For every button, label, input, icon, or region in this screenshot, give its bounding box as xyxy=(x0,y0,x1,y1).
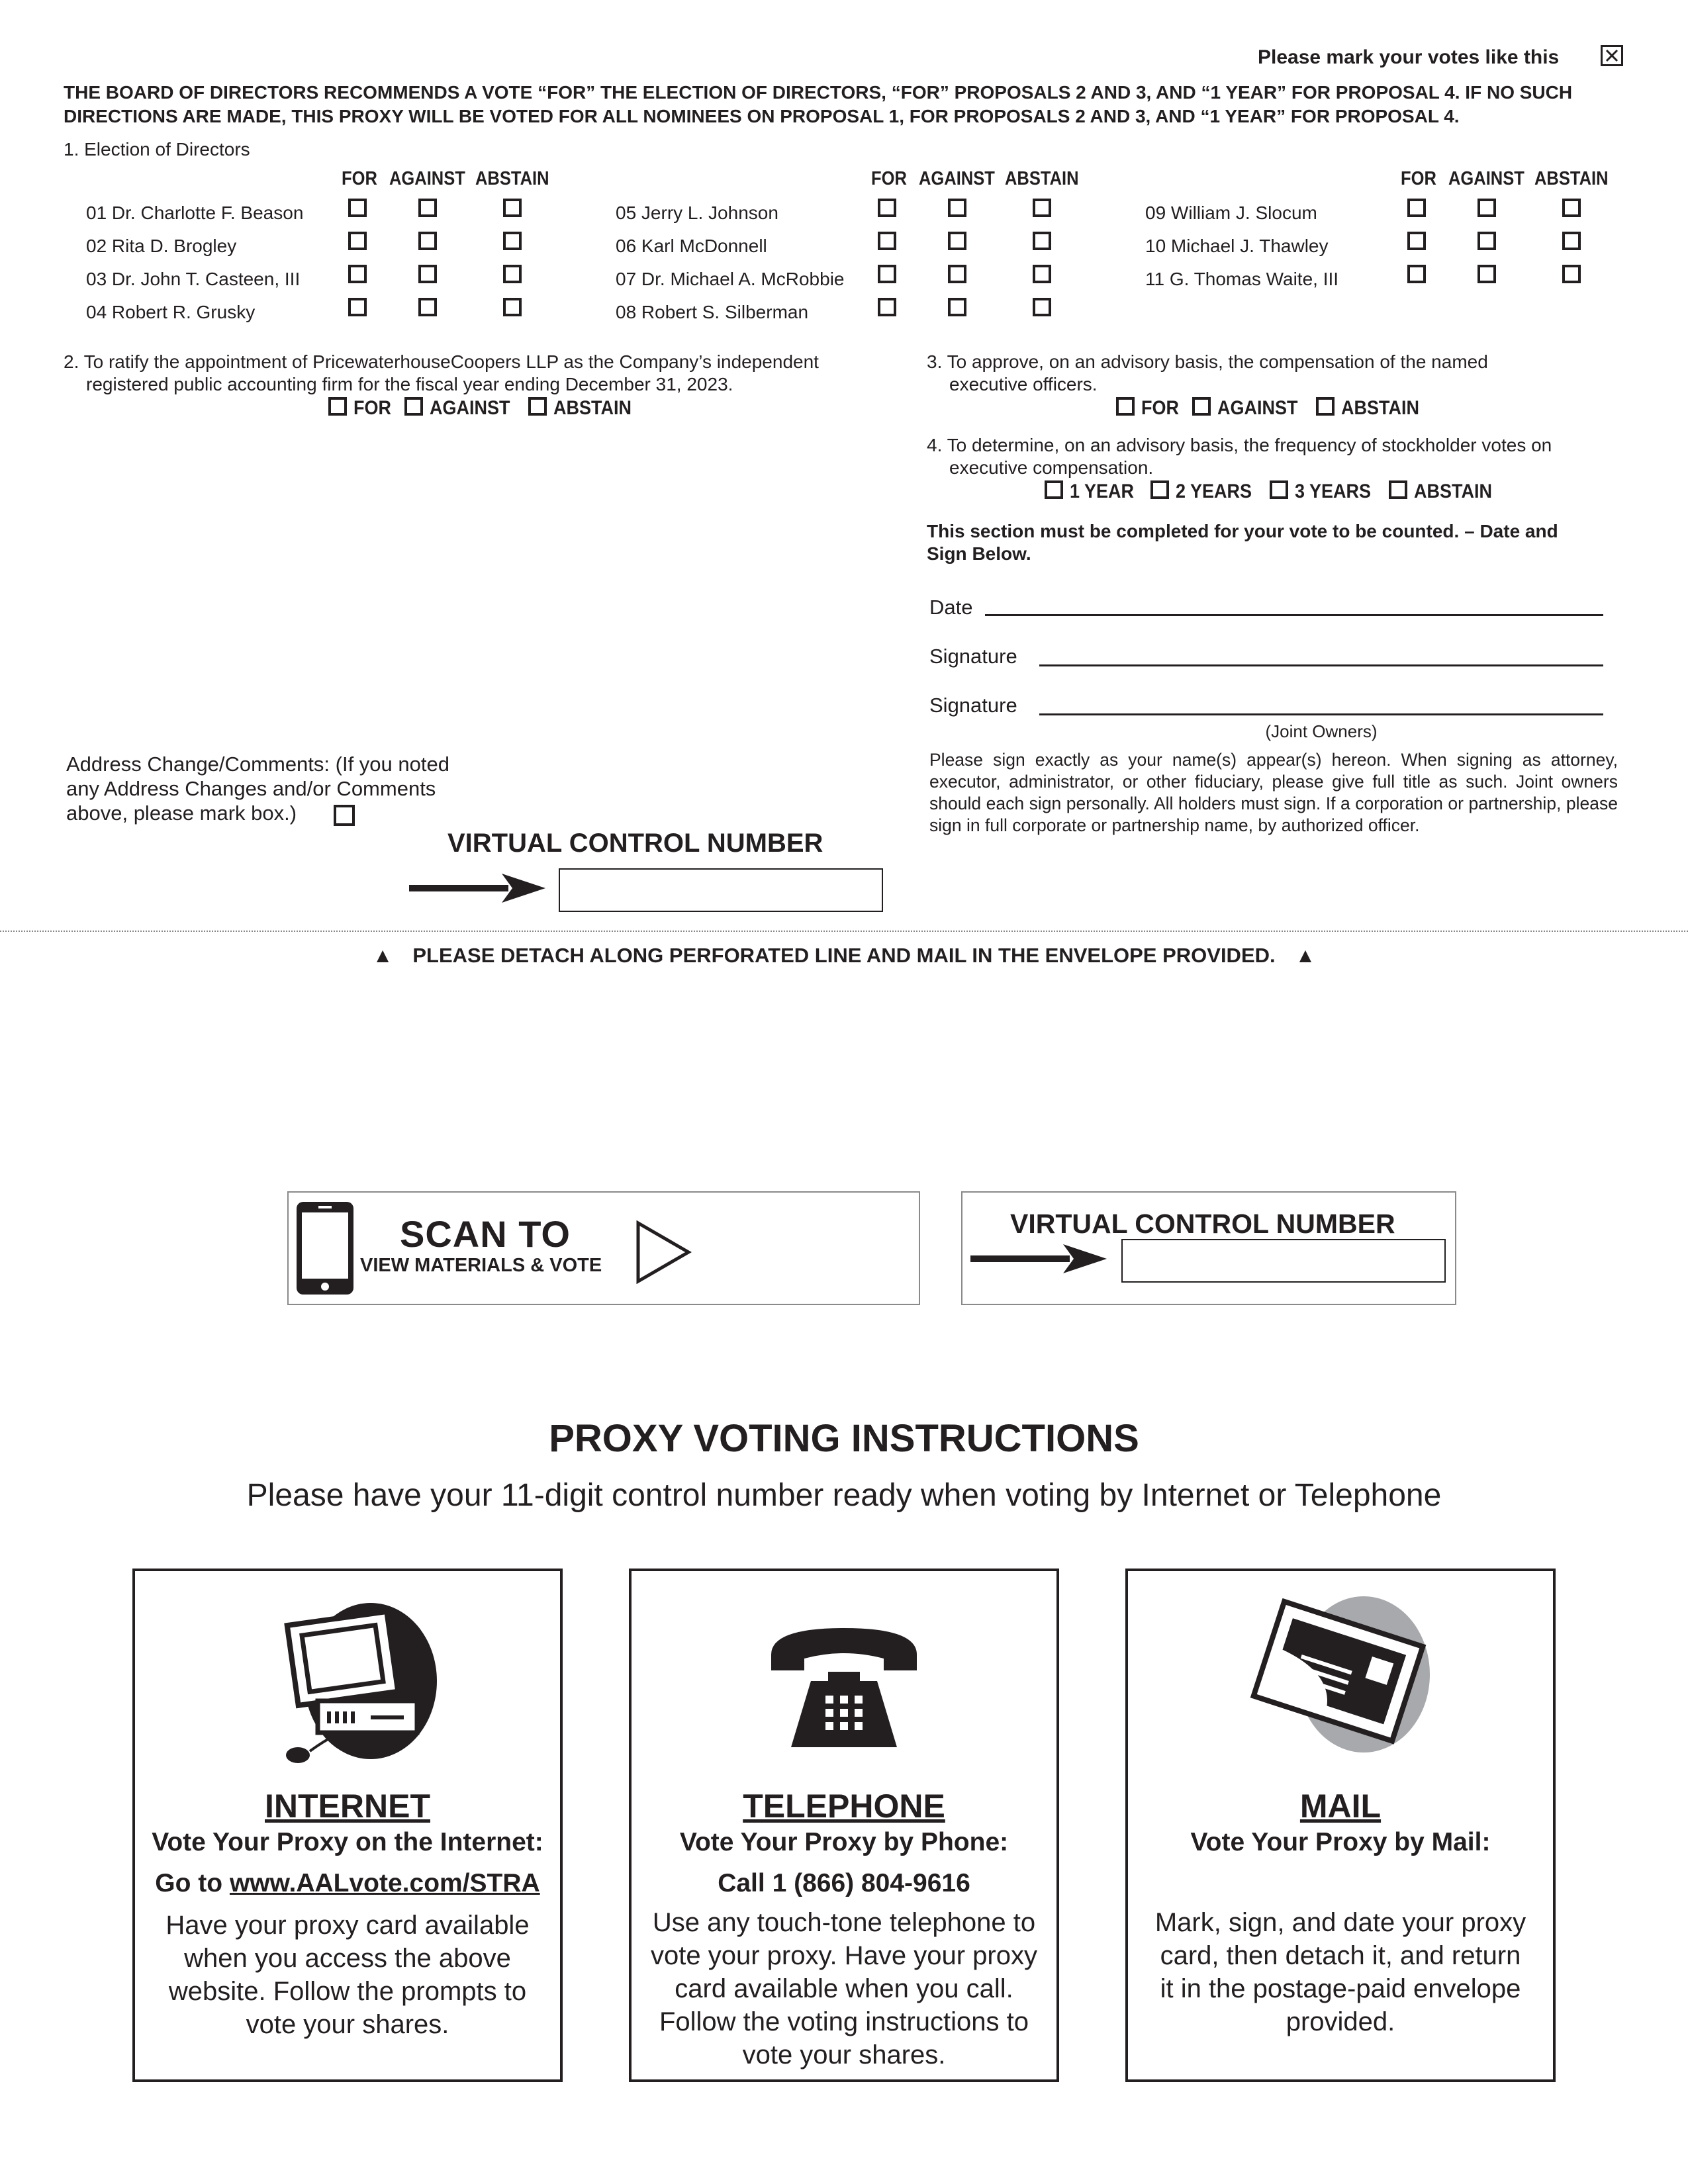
scan-title: SCAN TO xyxy=(400,1213,571,1255)
signature-2-label: Signature xyxy=(929,694,1017,717)
nominee-08-abstain-checkbox[interactable] xyxy=(1033,298,1051,316)
col-for-header: FOR xyxy=(342,168,377,189)
address-line1: Address Change/Comments: (If you noted xyxy=(66,752,449,776)
telephone-icon xyxy=(765,1621,923,1754)
col-abstain-header: ABSTAIN xyxy=(1005,168,1079,189)
proposal-2-text xyxy=(64,351,819,396)
virtual-control-number-2-label: VIRTUAL CONTROL NUMBER xyxy=(1010,1208,1395,1239)
arrow-right-icon xyxy=(409,874,545,903)
nominee-06-against-checkbox[interactable] xyxy=(948,232,966,250)
nominee-04-abstain-checkbox[interactable] xyxy=(503,298,522,316)
address-change-checkbox[interactable] xyxy=(334,805,355,826)
telephone-body-line5: vote your shares. xyxy=(742,2040,946,2070)
nominee-09-abstain-checkbox[interactable] xyxy=(1562,199,1581,217)
address-change-text xyxy=(66,752,449,825)
instructions-subtitle: Please have your 11-digit control number ready when voting by Internet or Telephone xyxy=(246,1478,1442,1513)
proposal-1-title: 1. Election of Directors xyxy=(64,139,250,159)
nominee-05-against-checkbox[interactable] xyxy=(948,199,966,217)
col-against-header: AGAINST xyxy=(389,168,465,189)
nominee-03-abstain-checkbox[interactable] xyxy=(503,265,522,283)
nominee-03: 03 Dr. John T. Casteen, III xyxy=(86,269,301,289)
date-label: Date xyxy=(929,596,973,619)
col-abstain-header: ABSTAIN xyxy=(1534,168,1609,189)
nominee-01-abstain-checkbox[interactable] xyxy=(503,199,522,217)
proposal-4-abstain-checkbox[interactable] xyxy=(1389,480,1407,499)
mark-votes-label: Please mark your votes like this xyxy=(1258,46,1560,68)
proposal-4-options xyxy=(1045,480,1510,503)
internet-subheading: Vote Your Proxy on the Internet: xyxy=(152,1828,543,1856)
arrow-right-icon xyxy=(970,1244,1107,1273)
proposal-4-3yr-label: 3 YEARS xyxy=(1294,480,1371,502)
col-for-header: FOR xyxy=(871,168,907,189)
nominee-07-against-checkbox[interactable] xyxy=(948,265,966,283)
internet-body xyxy=(132,1909,563,2041)
proposal-4-1yr-checkbox[interactable] xyxy=(1045,480,1063,499)
internet-body-line1: Have your proxy card available xyxy=(165,1911,530,1940)
address-line2: any Address Changes and/or Comments xyxy=(66,777,436,800)
nominee-07-abstain-checkbox[interactable] xyxy=(1033,265,1051,283)
internet-heading: INTERNET xyxy=(265,1788,430,1825)
proposal-2-abstain-checkbox[interactable] xyxy=(528,397,547,416)
internet-body-line4: vote your shares. xyxy=(246,2010,449,2039)
proposal-2-line1: 2. To ratify the appointment of PricewaterhouseCoopers LLP as the Company’s independent xyxy=(64,351,819,372)
nominee-10: 10 Michael J. Thawley xyxy=(1145,236,1329,256)
internet-goto-prefix: Go to xyxy=(155,1869,230,1897)
detach-instructions xyxy=(0,944,1688,968)
nominee-10-for-checkbox[interactable] xyxy=(1407,232,1426,250)
proposal-3-line1: 3. To approve, on an advisory basis, the compensation of the named xyxy=(927,351,1488,372)
proposal-3-against-checkbox[interactable] xyxy=(1192,397,1211,416)
nominee-02-for-checkbox[interactable] xyxy=(348,232,367,250)
nominee-07: 07 Dr. Michael A. McRobbie xyxy=(616,269,845,289)
nominee-06-abstain-checkbox[interactable] xyxy=(1033,232,1051,250)
nominee-09-for-checkbox[interactable] xyxy=(1407,199,1426,217)
proposal-2-for-checkbox[interactable] xyxy=(328,397,347,416)
telephone-body xyxy=(629,1906,1059,2071)
col-against-header: AGAINST xyxy=(1448,168,1524,189)
nominee-04-against-checkbox[interactable] xyxy=(418,298,437,316)
nominee-08-against-checkbox[interactable] xyxy=(948,298,966,316)
proposal-4-abstain-label: ABSTAIN xyxy=(1413,480,1492,502)
nominee-11-abstain-checkbox[interactable] xyxy=(1562,265,1581,283)
proposal-4-line2: executive compensation. xyxy=(949,457,1154,478)
detach-text: PLEASE DETACH ALONG PERFORATED LINE AND MAIL IN THE ENVELOPE PROVIDED. xyxy=(412,944,1276,967)
telephone-call-number[interactable]: Call 1 (866) 804-9616 xyxy=(718,1869,970,1897)
nominee-02-against-checkbox[interactable] xyxy=(418,232,437,250)
virtual-control-number-2-field[interactable] xyxy=(1121,1239,1446,1283)
proposal-2-abstain-label: ABSTAIN xyxy=(553,397,632,419)
proposal-2-line2: registered public accounting firm for the fiscal year ending December 31, 2023. xyxy=(86,374,733,394)
col-for-header: FOR xyxy=(1401,168,1436,189)
nominee-06: 06 Karl McDonnell xyxy=(616,236,767,256)
address-line3-text: above, please mark box.) xyxy=(66,801,297,825)
internet-goto xyxy=(132,1869,563,1898)
mark-votes-instruction xyxy=(1258,46,1559,69)
nominee-10-against-checkbox[interactable] xyxy=(1477,232,1496,250)
proposal-3-text xyxy=(927,351,1488,396)
nominee-03-for-checkbox[interactable] xyxy=(348,265,367,283)
proposal-4-2yr-label: 2 YEARS xyxy=(1175,480,1252,502)
internet-body-line2: when you access the above xyxy=(184,1944,511,1973)
computer-icon xyxy=(258,1602,437,1767)
envelope-icon xyxy=(1238,1595,1436,1754)
nominee-07-for-checkbox[interactable] xyxy=(878,265,896,283)
proposal-4-text xyxy=(927,434,1552,479)
proposal-2-for-label: FOR xyxy=(353,397,391,419)
telephone-subheading: Vote Your Proxy by Phone: xyxy=(679,1828,1009,1856)
proposal-3-abstain-label: ABSTAIN xyxy=(1341,397,1420,419)
nominee-08-for-checkbox[interactable] xyxy=(878,298,896,316)
nominee-11: 11 G. Thomas Waite, III xyxy=(1145,269,1339,289)
nominee-03-against-checkbox[interactable] xyxy=(418,265,437,283)
proposal-4-3yr-checkbox[interactable] xyxy=(1270,480,1288,499)
nominee-05-for-checkbox[interactable] xyxy=(878,199,896,217)
telephone-heading: TELEPHONE xyxy=(743,1788,945,1825)
proposal-2-options xyxy=(328,397,649,420)
sample-mark-icon xyxy=(1601,45,1623,66)
section-note-line1: This section must be completed for your vote to be counted. – Date and xyxy=(927,521,1558,541)
mail-body-line4: provided. xyxy=(1286,2007,1395,2036)
nominee-05: 05 Jerry L. Johnson xyxy=(616,203,778,223)
section-note-line2: Sign Below. xyxy=(927,543,1031,564)
proposal-4-line1: 4. To determine, on an advisory basis, the frequency of stockholder votes on xyxy=(927,435,1552,455)
instructions-title: PROXY VOTING INSTRUCTIONS xyxy=(549,1417,1139,1460)
proposal-3-for-label: FOR xyxy=(1141,397,1179,419)
mail-heading: MAIL xyxy=(1299,1788,1382,1825)
mail-body-line3: it in the postage-paid envelope xyxy=(1160,1974,1521,2003)
telephone-body-line3: card available when you call. xyxy=(675,1974,1013,2003)
internet-url-link[interactable]: www.AALvote.com/STRA xyxy=(229,1869,540,1897)
mail-subheading: Vote Your Proxy by Mail: xyxy=(1190,1828,1491,1856)
telephone-body-line2: vote your proxy. Have your proxy xyxy=(651,1941,1037,1970)
proposal-3-options xyxy=(1116,397,1437,420)
proposal-3-against-label: AGAINST xyxy=(1217,397,1298,419)
triangle-up-icon: ▲ xyxy=(372,944,393,967)
sign-instructions: Please sign exactly as your name(s) appear(s) hereon. When signing as attorney, executor, administrator, or other fiduciary, please give full title as such. Joint owners should each sign personally. All holders must sign. If a corporation or partnership, please sign in full corporate or partnership name, by authorized officer. xyxy=(929,750,1618,835)
section-note xyxy=(927,520,1558,565)
col-abstain-header: ABSTAIN xyxy=(475,168,549,189)
proposal-3-abstain-checkbox[interactable] xyxy=(1316,397,1335,416)
nominee-10-abstain-checkbox[interactable] xyxy=(1562,232,1581,250)
nominee-08: 08 Robert S. Silberman xyxy=(616,302,809,322)
proposal-4-2yr-checkbox[interactable] xyxy=(1150,480,1169,499)
telephone-body-line4: Follow the voting instructions to xyxy=(659,2007,1029,2036)
proposal-3-line2: executive officers. xyxy=(949,374,1098,394)
telephone-body-line1: Use any touch-tone telephone to xyxy=(652,1908,1036,1937)
nominee-01-against-checkbox[interactable] xyxy=(418,199,437,217)
joint-owners-label: (Joint Owners) xyxy=(1265,721,1378,741)
mail-body-line1: Mark, sign, and date your proxy xyxy=(1154,1908,1526,1937)
nominee-06-for-checkbox[interactable] xyxy=(878,232,896,250)
nominee-09-against-checkbox[interactable] xyxy=(1477,199,1496,217)
nominee-05-abstain-checkbox[interactable] xyxy=(1033,199,1051,217)
date-line[interactable] xyxy=(985,614,1603,616)
nominee-01-for-checkbox[interactable] xyxy=(348,199,367,217)
nominee-02: 02 Rita D. Brogley xyxy=(86,236,237,256)
nominee-11-for-checkbox[interactable] xyxy=(1407,265,1426,283)
triangle-up-icon: ▲ xyxy=(1295,944,1316,967)
nominee-11-against-checkbox[interactable] xyxy=(1477,265,1496,283)
signature-2-line[interactable] xyxy=(1039,713,1603,715)
address-line3 xyxy=(66,801,449,825)
scan-subtitle: VIEW MATERIALS & VOTE xyxy=(360,1255,602,1276)
proposal-3-for-checkbox[interactable] xyxy=(1116,397,1135,416)
signature-line[interactable] xyxy=(1039,664,1603,666)
perforated-line xyxy=(0,931,1688,932)
nominee-01: 01 Dr. Charlotte F. Beason xyxy=(86,203,304,223)
board-recommendation: THE BOARD OF DIRECTORS RECOMMENDS A VOTE “FOR” THE ELECTION OF DIRECTORS, “FOR” PROPOSALS 2 AND 3, AND “1 YEAR” FOR PROPOSAL 4. IF NO SUCH DIRECTIONS ARE MADE, THIS PROXY WILL BE VOTED FOR ALL NOMINEES ON PROPOSAL 1, FOR PROPOSALS 2 AND 3, AND “1 YEAR” FOR PROPOSAL 4. xyxy=(64,82,1573,126)
nominee-02-abstain-checkbox[interactable] xyxy=(503,232,522,250)
scan-box xyxy=(287,1191,920,1305)
nominee-04: 04 Robert R. Grusky xyxy=(86,302,256,322)
virtual-control-number-label: VIRTUAL CONTROL NUMBER xyxy=(447,829,823,858)
nominee-04-for-checkbox[interactable] xyxy=(348,298,367,316)
internet-body-line3: website. Follow the prompts to xyxy=(168,1977,527,2006)
proposal-2-against-label: AGAINST xyxy=(430,397,510,419)
proposal-2-against-checkbox[interactable] xyxy=(404,397,423,416)
virtual-control-number-field[interactable] xyxy=(559,868,883,912)
mail-body xyxy=(1125,1906,1556,2038)
smartphone-icon xyxy=(295,1201,355,1296)
mail-body-line2: card, then detach it, and return xyxy=(1160,1941,1521,1970)
signature-label: Signature xyxy=(929,645,1017,668)
proposal-4-1yr-label: 1 YEAR xyxy=(1070,480,1135,502)
play-arrow-icon xyxy=(635,1220,692,1284)
col-against-header: AGAINST xyxy=(919,168,995,189)
nominee-09: 09 William J. Slocum xyxy=(1145,203,1317,223)
